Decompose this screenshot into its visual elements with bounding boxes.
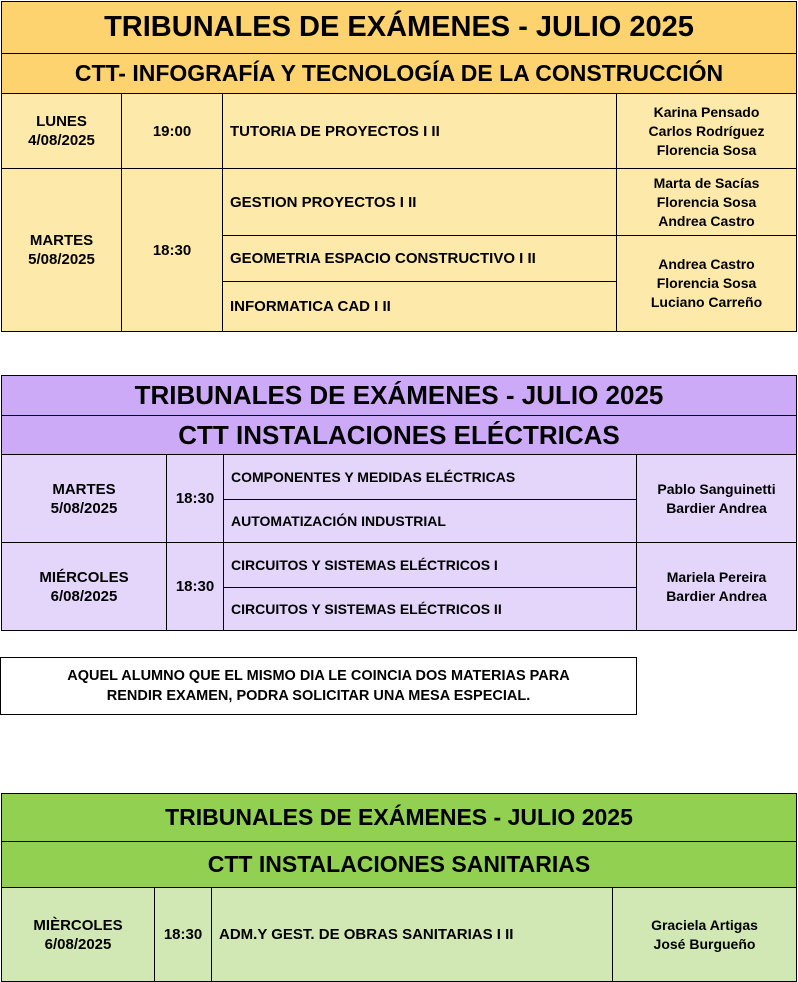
day-label: MARTES [52,480,116,498]
tribunal-cell [636,454,797,543]
day-cell [1,168,122,332]
subject-cell [223,587,637,631]
subject-cell [222,168,617,236]
date-label: 6/08/2025 [50,587,118,605]
tribunal-cell [616,93,797,169]
day-label: MIÉRCOLES [39,568,129,586]
time-label: 18:30 [175,490,215,507]
subject-label: TUTORIA DE PROYECTOS I II [230,122,440,140]
section-subtitle-text: CTT INSTALACIONES ELÉCTRICAS [178,419,620,450]
section-subtitle-text: CTT INSTALACIONES SANITARIAS [207,851,591,877]
section-sanitarias [0,792,798,982]
day-cell [1,542,167,631]
section-subtitle-text: CTT- INFOGRAFÍA Y TECNOLOGÍA DE LA CONSTRUCCIÓN [74,60,724,86]
section-electricas [0,374,798,631]
subject-label: GEOMETRIA ESPACIO CONSTRUCTIVO I II [230,250,536,267]
subject-cell [222,235,617,282]
subject-cell [223,454,637,500]
section-subtitle [1,415,797,455]
time-cell [166,542,224,631]
tribunal-member: Pablo Sanguinetti [657,480,776,497]
subject-cell [222,281,617,332]
tribunal-member: Luciano Carreño [650,294,763,310]
date-label: 6/08/2025 [44,935,112,953]
day-cell [1,454,167,543]
tribunal-member: Florencia Sosa [656,141,757,158]
subject-label: GESTION PROYECTOS I II [230,193,417,211]
notice-line: AQUEL ALUMNO QUE EL MISMO DIA LE COINCIA DOS MATERIAS PARA [67,668,570,684]
subject-cell [223,499,637,543]
section-infografia [0,0,798,332]
day-label: MIÈRCOLES [33,916,123,934]
tribunal-member: Mariela Pereira [666,568,767,585]
tribunal-member: Andrea Castro [658,212,755,229]
subject-label: INFORMATICA CAD I II [230,298,391,315]
section-title-text: TRIBUNALES DE EXÁMENES - JULIO 2025 [134,380,664,410]
day-label: MARTES [29,232,94,249]
tribunal-cell [616,235,797,332]
notice-box [0,657,637,715]
tribunal-member: Marta de Sacías [653,174,760,191]
section-subtitle [1,53,797,94]
tribunal-member: Bardier Andrea [666,587,767,604]
time-cell [154,887,212,982]
tribunal-cell [636,542,797,631]
tribunal-member: Florencia Sosa [656,275,757,291]
time-cell [166,454,224,543]
notice-line: RENDIR EXAMEN, PODRA SOLICITAR UNA MESA ESPECIAL. [106,688,531,704]
subject-cell [211,887,613,982]
tribunal-member: Graciela Artigas [651,916,758,933]
time-label: 19:00 [152,122,192,140]
subject-label: ADM.Y GEST. DE OBRAS SANITARIAS I II [219,926,514,943]
tribunal-cell [612,887,797,982]
time-label: 18:30 [152,241,192,259]
tribunal-member: Bardier Andrea [666,499,767,516]
time-cell [121,168,223,332]
section-title-text: TRIBUNALES DE EXÁMENES - JULIO 2025 [165,804,633,830]
subject-cell [222,93,617,169]
tribunal-cell [616,168,797,236]
subject-label: COMPONENTES Y MEDIDAS ELÉCTRICAS [231,468,516,485]
subject-label: AUTOMATIZACIÓN INDUSTRIAL [231,512,446,529]
day-label: LUNES [36,113,87,130]
section-title [1,375,797,416]
day-cell [1,887,155,982]
day-cell [1,93,122,169]
section-title [1,793,797,842]
subject-cell [223,542,637,588]
subject-label: CIRCUITOS Y SISTEMAS ELÉCTRICOS II [231,600,502,617]
tribunal-member: Carlos Rodríguez [648,122,765,139]
section-title-text: TRIBUNALES DE EXÁMENES - JULIO 2025 [104,11,694,43]
time-cell [121,93,223,169]
date-label: 4/08/2025 [28,132,95,149]
date-label: 5/08/2025 [28,251,95,268]
tribunal-member: Florencia Sosa [656,193,757,210]
time-label: 18:30 [175,578,215,595]
time-label: 18:30 [163,926,203,943]
tribunal-member: Karina Pensado [653,103,760,120]
section-subtitle [1,841,797,888]
tribunal-member: José Burgueño [653,935,756,952]
subject-label: CIRCUITOS Y SISTEMAS ELÉCTRICOS I [231,556,498,573]
tribunal-member: Andrea Castro [658,256,755,272]
date-label: 5/08/2025 [50,499,118,517]
section-title [1,1,797,54]
